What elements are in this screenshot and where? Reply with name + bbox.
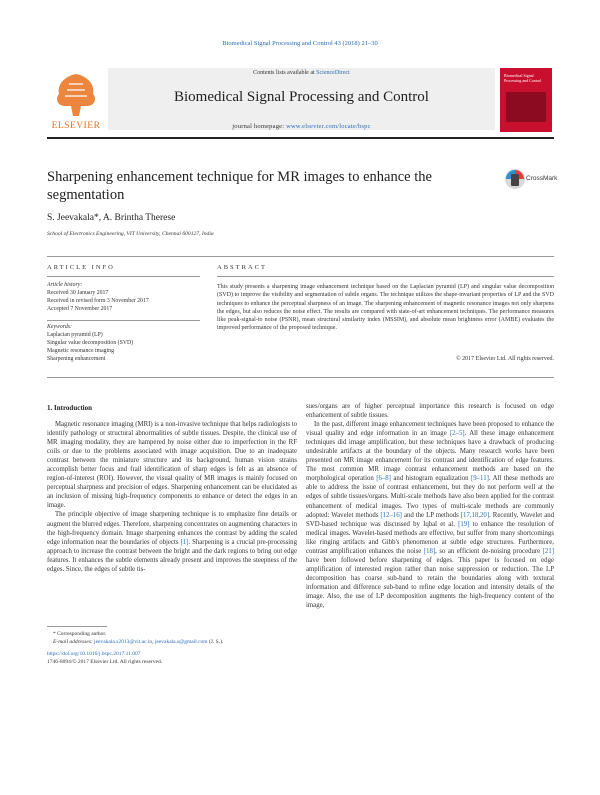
accepted-date: Accepted 7 November 2017	[47, 306, 113, 312]
intro-paragraph-3: sues/organs are of higher perceptual importance this research is focused on edge enhancement of subtle tissues.	[306, 403, 554, 420]
email-label: E-mail addresses:	[53, 639, 95, 645]
top-divider	[47, 256, 554, 257]
doi-link[interactable]: https://doi.org/10.1016/j.bspc.2017.11.007	[47, 651, 141, 657]
p2-text-a: The principle objective of image sharpening technique is to emphasize fine details or augment the blurred edges. Therefore, sharpening concentrates on augmenting characters in the high-frequency domain. Image sharpening enhances the contrast by adding the scaled edge information near the boundaries of objects	[47, 511, 297, 546]
cover-image	[506, 92, 546, 122]
text-run: . All these methods are able to address the issue of contrast enhancement, but they do not perform well at the edges of subtle tissues/organs. Multi-scale methods have also been applied for the contrast enhancement of medical images. Two types of multi-scale methods are commonly adopted: Wavelet methods	[306, 475, 554, 519]
keywords-label: Keywords:	[47, 324, 72, 330]
ref-link[interactable]: [18]	[423, 547, 436, 555]
article-info-rule	[47, 276, 200, 277]
issn-line: 1746-8094/© 2017 Elsevier Ltd. All rights reserved.	[47, 659, 163, 665]
article-history	[47, 281, 207, 313]
header-rule	[47, 137, 554, 139]
abstract-text: This study presents a sharpening image enhancement technique based on the Laplacian pyramid (LP) and singular value decomposition (SVD) to improve the visibility and segmentation of subtle organs. The technique utilizes the shape-invariant properties of LP and the SVD techniques to enhance the perceptual sharpness of an image. The sharpening enhancement of magnetic resonance images not only sharpens the edges, but also reduces the noise effect. The results are compared with state-of-art enhancement techniques. The performance measures like peak-signal-to noise (PSNR), mean structural similarity index (MSSIM), and absolute mean brightness error (AMBE) evaluates the improved performance of the proposed technique.	[217, 284, 554, 332]
keywords-block	[47, 323, 207, 363]
abstract-copyright: © 2017 Elsevier Ltd. All rights reserved.	[456, 356, 554, 362]
intro-paragraph-2	[47, 510, 297, 573]
intro-paragraph-4	[306, 420, 554, 610]
ref-link[interactable]: [9–11]	[470, 475, 489, 483]
revised-date: Received in revised form 3 November 2017	[47, 298, 149, 304]
body-divider	[47, 377, 554, 378]
corresponding-author: * Corresponding author.	[53, 631, 107, 637]
text-run: In the past, different image enhancement techniques have been proposed to enhance the visual quality and edge information in an image	[306, 421, 554, 438]
email-line	[47, 638, 297, 646]
text-run: , so an efficient de-noising procedure	[435, 547, 543, 555]
email-suffix: (J. S.).	[207, 639, 224, 645]
email-separator: ,	[152, 639, 155, 645]
article-title: Sharpening enhancement technique for MR images to enhance the segmentation	[47, 169, 432, 203]
keywords-rule	[47, 320, 200, 321]
ref-link[interactable]: [2–5]	[449, 430, 465, 438]
p2-text-b: . Sharpening is a crucial pre-processing approach to increase the contrast between the bright and the dark regions to bring out edge features. It enhances the subtle elements already present and improves the steepness of the edges. Since, the edges of subtle tis-	[47, 538, 297, 573]
left-column	[47, 420, 297, 574]
sciencedirect-link[interactable]: ScienceDirect	[316, 70, 350, 76]
keyword-item: Laplacian pyramid (LP)	[47, 332, 103, 338]
ref-link[interactable]: [1]	[180, 538, 189, 546]
introduction-heading: 1. Introduction	[47, 404, 92, 412]
abstract-label: ABSTRACT	[217, 264, 267, 271]
ref-link[interactable]: [6–8]	[376, 475, 391, 483]
homepage-link[interactable]: www.elsevier.com/locate/bspc	[286, 123, 371, 130]
journal-title: Biomedical Signal Processing and Control	[174, 89, 429, 105]
contents-prefix: Contents lists available at	[253, 70, 317, 76]
homepage-line	[108, 123, 495, 130]
homepage-prefix: journal homepage:	[232, 123, 287, 130]
affiliation: School of Electronics Engineering, VIT University, Chennai 600127, India	[47, 231, 214, 237]
keyword-item: Singular value decomposition (SVD)	[47, 340, 134, 346]
running-head[interactable]: Biomedical Signal Processing and Control 43 (2018) 21–30	[222, 40, 378, 47]
text-run: have been followed before sharpening of edges. This paper is focused on edge amplification of interested region rather than noise suppression or reduction. The LP decomposition has coarse sub-band to retain the boundaries along with textural information and difference sub-band to refine edge location and intensity details of the image. Also, the use of LP decomposition augments the high-frequency content of the image,	[306, 556, 554, 610]
email-link-2[interactable]: jeevakala.s@gmail.com	[154, 639, 208, 645]
ref-link[interactable]: [17,18,20]	[460, 511, 490, 519]
keyword-item: Sharpening enhancement	[47, 356, 106, 362]
keyword-item: Magnetic resonance imaging	[47, 348, 114, 354]
publisher-name: ELSEVIER	[51, 121, 101, 131]
text-run: . Recently, Wavelet and SVD-based technique was discussed by Iqbal et al.	[306, 511, 555, 528]
footnote-rule	[47, 626, 107, 627]
intro-paragraph-1: Magnetic resonance imaging (MRI) is a non-invasive technique that helps radiologists to identify pathology or structural abnormalities of subtle tissues. Despite, the clinical use of MR imaging modality, they are hampered by noise either due to imperfection in the RF coils or due to the problems associated with image acquisition. Due to an inadequate contrast between the miniature structure and its background, human vision strains accomplish better focus and frail identification of sharp edges is felt as an absence of region-of-interest (ROI). However, the visual quality of MR images is mainly focused on perceptual sharpness and precision of edges. Sharpening enhancement can be elucidated as an inclusion of missing high-frequency components to enhance or detect the edges in an image.	[47, 421, 297, 510]
authors: S. Jeevakala*, A. Brintha Therese	[47, 213, 176, 223]
ref-link[interactable]: [19]	[458, 520, 470, 528]
ref-link[interactable]: [21]	[542, 547, 554, 555]
text-run: and histogram equalization	[390, 475, 471, 483]
crossmark-label[interactable]: CrossMark	[526, 175, 558, 182]
text-run: . All these image enhancement techniques did image amplification, but these techniques have a drawback of producing undesirable artifacts at the boundary of the objects. Many research works have been presented on MR image enhancement for its contrast and identification of edge features. The most common MR image contrast enhancement methods are based on the morphological operation	[306, 430, 554, 483]
contents-line	[108, 70, 495, 76]
journal-cover-thumbnail	[500, 68, 552, 132]
footnote	[47, 630, 297, 666]
right-column	[306, 402, 554, 610]
ref-link[interactable]: [12–16]	[380, 511, 402, 519]
email-link-1[interactable]: jeevakala.s2013@vit.ac.in	[94, 639, 153, 645]
text-run: and the LP methods	[401, 511, 461, 519]
text-run: to enhance the resolution of medical images. Wavelet-based methods are effective, but suffer from many shortcomings like ringing artifacts and Gibb's phenomenon at subtle edge structures. Furthermore, contrast amplification enhances the noise	[306, 520, 554, 555]
received-date: Received 30 January 2017	[47, 290, 109, 296]
history-label: Article history:	[47, 282, 83, 288]
abstract-rule	[217, 276, 554, 277]
article-info-label: ARTICLE INFO	[47, 264, 115, 271]
cover-title: Biomedical Signal Processing and Control	[504, 73, 542, 83]
crossmark-icon	[504, 168, 526, 190]
